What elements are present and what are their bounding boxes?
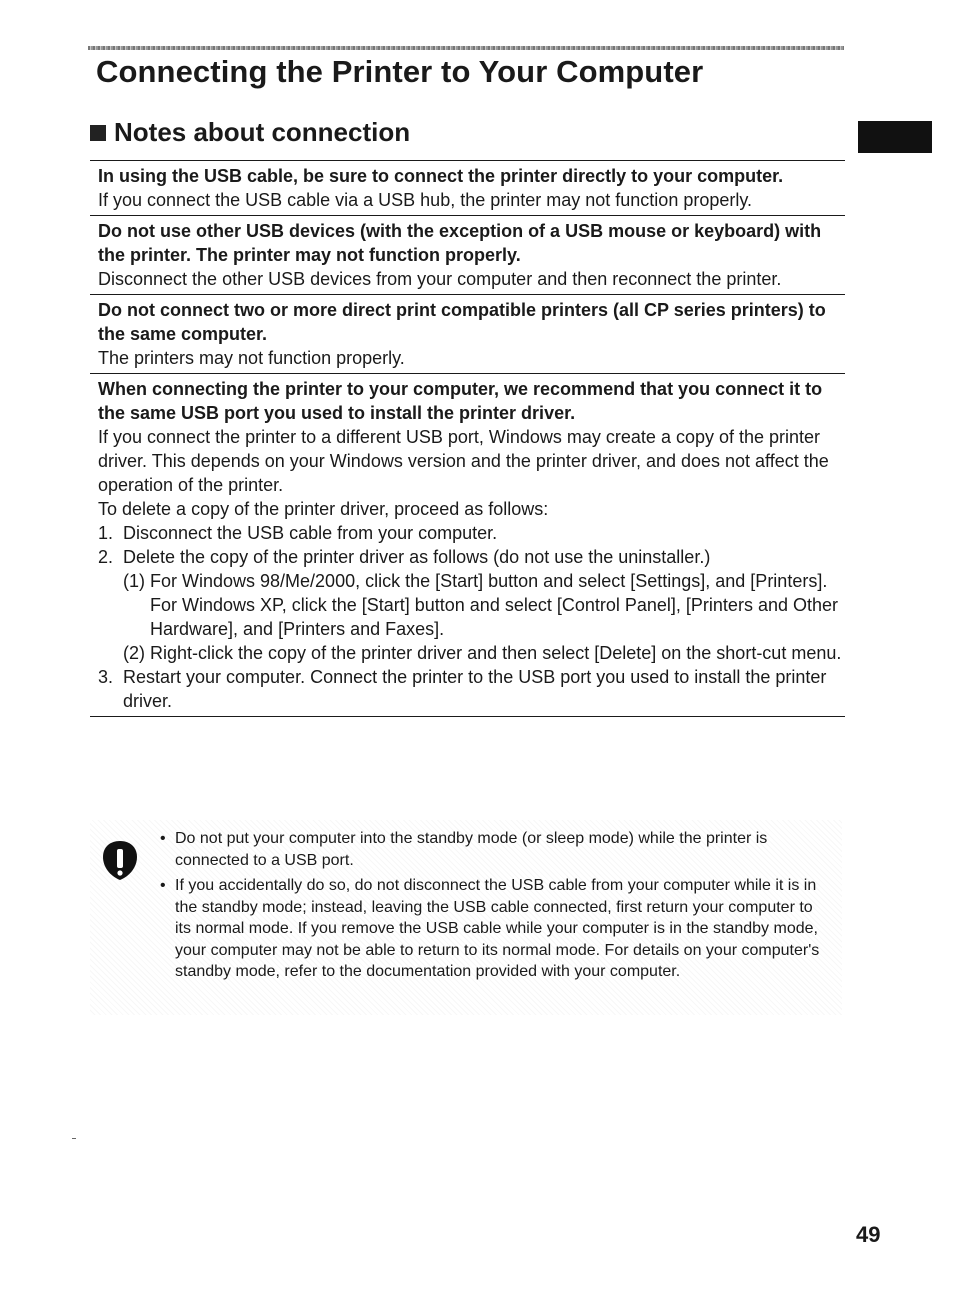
step-3 (98, 665, 845, 713)
caution-icon (98, 838, 142, 889)
page-number: 49 (856, 1222, 881, 1247)
chapter-tab-marker (858, 121, 932, 153)
note-other-usb-devices (90, 215, 845, 294)
step-number: 2. (98, 547, 114, 567)
step-number: 3. (98, 667, 114, 687)
substep-content (150, 569, 845, 641)
substep-number: (2) (123, 643, 145, 663)
square-bullet-icon (90, 125, 106, 141)
substep-text: Right-click the copy of the printer driver and then select [Delete] on the short-cut menu. (150, 643, 842, 663)
notes-list (90, 160, 845, 717)
note-body: If you connect the USB cable via a USB hub, the printer may not function properly. (98, 190, 753, 210)
substep-2 (123, 641, 845, 665)
note-multiple-printers (90, 294, 845, 373)
step-2 (98, 545, 845, 569)
caution-box (90, 820, 842, 1015)
note-heading: In using the USB cable, be sure to connect the printer directly to your computer. (98, 166, 784, 186)
note-body: The printers may not function properly. (98, 348, 405, 368)
section-heading (90, 117, 410, 148)
caution-item: • If you accidentally do so, do not disconnect the USB cable from your computer while it is in the standby mode; instead, leaving the USB cable connected, first return your computer to its normal mode. If you remove the USB cable while your computer is in the standby mode, your computer may not be able to return to its normal mode. For details on your computer's standby mode, refer to the documentation provided with your computer. (160, 875, 832, 983)
note-body: If you connect the printer to a different USB port, Windows may create a copy of the printer driver. This depends on your Windows version and the printer driver, and does not affect the operation of the printer. (98, 427, 829, 495)
caution-list (160, 828, 832, 987)
substep-number: (1) (123, 571, 145, 591)
substep-1 (123, 569, 845, 641)
substep-extra: For Windows XP, click the [Start] button and select [Control Panel], [Printers and Other Hardware], and [Printers and Faxes]. (150, 595, 838, 639)
step-text: Restart your computer. Connect the printer to the USB port you used to install the printer driver. (123, 667, 827, 711)
note-usb-direct (90, 160, 845, 215)
caution-item: • Do not put your computer into the standby mode (or sleep mode) while the printer is connected to a USB port. (160, 828, 832, 871)
step-text: Delete the copy of the printer driver as follows (do not use the uninstaller.) (123, 547, 711, 567)
top-rule (88, 46, 844, 50)
section-end-rule (90, 716, 845, 717)
section-heading-text: Notes about connection (114, 117, 411, 147)
note-intro: To delete a copy of the printer driver, proceed as follows: (98, 499, 549, 519)
note-heading: Do not use other USB devices (with the exception of a USB mouse or keyboard) with the printer. The printer may not function properly. (98, 221, 822, 265)
step-text: Disconnect the USB cable from your computer. (123, 523, 498, 543)
note-same-usb-port (90, 373, 845, 716)
substep-text: For Windows 98/Me/2000, click the [Start] button and select [Settings], and [Printers]. (150, 571, 828, 591)
scan-artifact (72, 1138, 76, 1139)
step-1 (98, 521, 845, 545)
page-title: Connecting the Printer to Your Computer (96, 54, 704, 89)
note-heading: Do not connect two or more direct print compatible printers (all CP series printers) to the same computer. (98, 300, 826, 344)
note-body: Disconnect the other USB devices from your computer and then reconnect the printer. (98, 269, 782, 289)
step-number: 1. (98, 523, 114, 543)
note-heading: When connecting the printer to your computer, we recommend that you connect it to the same USB port you used to install the printer driver. (98, 379, 823, 423)
